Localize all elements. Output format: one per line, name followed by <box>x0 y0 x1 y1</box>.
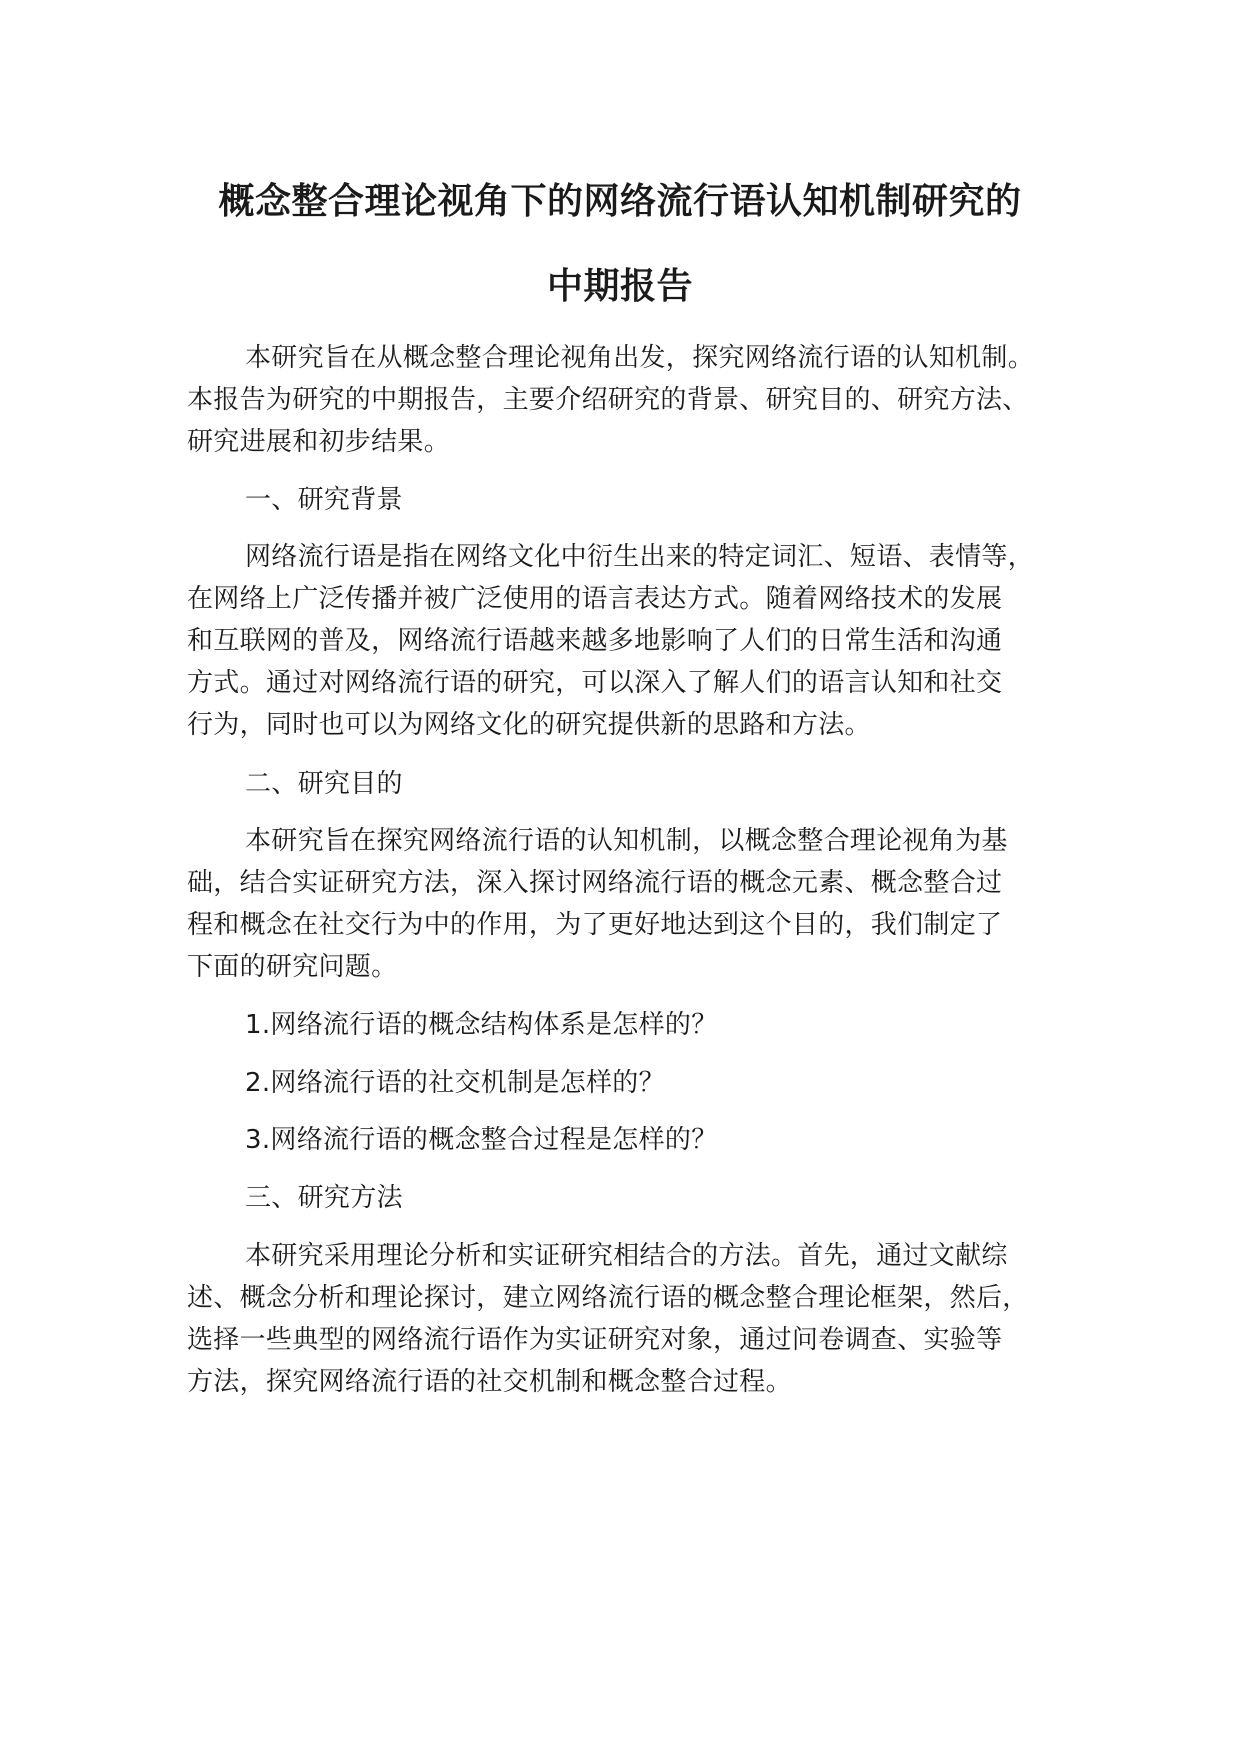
purpose-paragraph-line: 本研究旨在探究网络流行语的认知机制，以概念整合理论视角为基 <box>245 826 1008 856</box>
method-paragraph-line: 方法，探究网络流行语的社交机制和概念整合过程。 <box>187 1367 792 1397</box>
background-paragraph-line: 在网络上广泛传播并被广泛使用的语言表达方式。随着网络技术的发展 <box>187 584 1003 614</box>
research-question-item: 3.网络流行语的概念整合过程是怎样的？ <box>245 1125 718 1155</box>
research-question-item: 2.网络流行语的社交机制是怎样的？ <box>245 1068 665 1098</box>
method-paragraph-line: 述、概念分析和理论探讨，建立网络流行语的概念整合理论框架，然后， <box>187 1283 1029 1313</box>
intro-paragraph-line: 本报告为研究的中期报告，主要介绍研究的背景、研究目的、研究方法、 <box>187 385 1029 415</box>
document-title-line-2: 中期报告 <box>546 266 693 307</box>
intro-paragraph-line: 研究进展和初步结果。 <box>187 427 451 457</box>
background-paragraph-line: 和互联网的普及，网络流行语越来越多地影响了人们的日常生活和沟通 <box>187 626 1003 656</box>
method-paragraph-line: 选择一些典型的网络流行语作为实证研究对象，通过问卷调查、实验等 <box>187 1325 1003 1355</box>
section-heading-purpose: 二、研究目的 <box>245 769 403 799</box>
section-heading-method: 三、研究方法 <box>245 1183 403 1213</box>
section-heading-background: 一、研究背景 <box>245 485 403 515</box>
background-paragraph-line: 方式。通过对网络流行语的研究，可以深入了解人们的语言认知和社交 <box>187 668 1003 698</box>
method-paragraph-line: 本研究采用理论分析和实证研究相结合的方法。首先，通过文献综 <box>245 1241 1008 1271</box>
intro-paragraph-line: 本研究旨在从概念整合理论视角出发，探究网络流行语的认知机制。 <box>245 343 1035 373</box>
background-paragraph-line: 网络流行语是指在网络文化中衍生出来的特定词汇、短语、表情等， <box>245 542 1035 572</box>
purpose-paragraph-line: 础，结合实证研究方法，深入探讨网络流行语的概念元素、概念整合过 <box>187 868 1003 898</box>
background-paragraph-line: 行为，同时也可以为网络文化的研究提供新的思路和方法。 <box>187 710 871 740</box>
document-title-line-1: 概念整合理论视角下的网络流行语认知机制研究的 <box>218 181 1022 222</box>
purpose-paragraph-line: 程和概念在社交行为中的作用，为了更好地达到这个目的，我们制定了 <box>187 910 1003 940</box>
research-question-item: 1.网络流行语的概念结构体系是怎样的？ <box>245 1010 718 1040</box>
purpose-paragraph-line: 下面的研究问题。 <box>187 952 398 982</box>
